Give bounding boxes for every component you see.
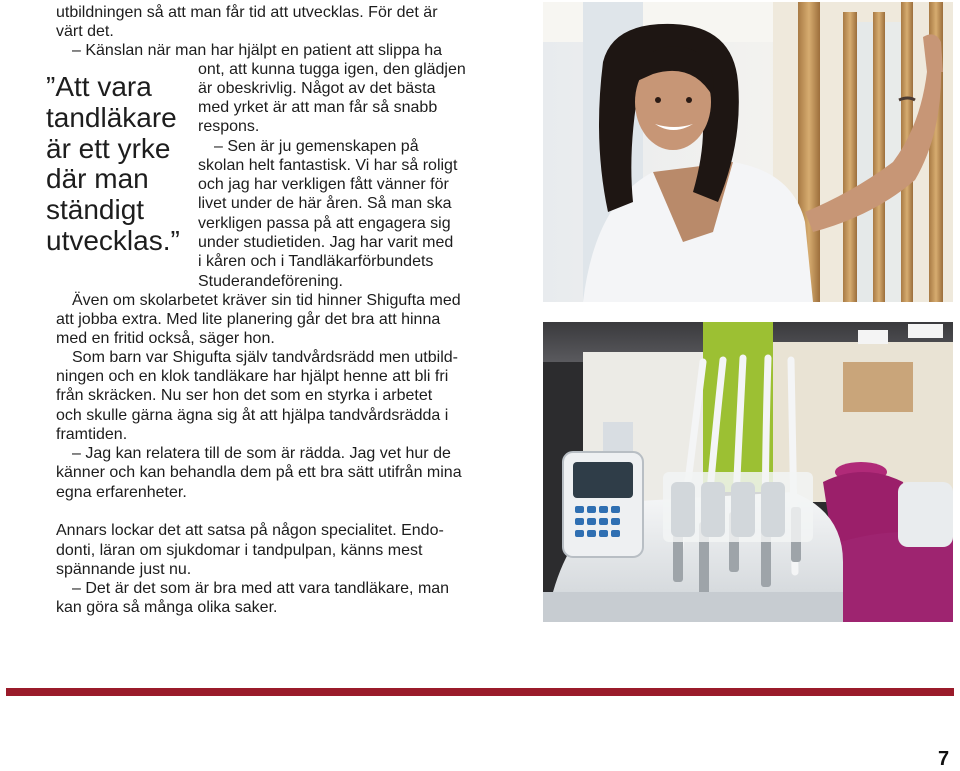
pull-quote	[46, 72, 186, 257]
body-line: ont, att kunna tugga igen, den glädjen	[198, 61, 466, 78]
body-line: – Jag kan relatera till de som är rädda. Jag vet hur de	[72, 445, 451, 462]
body-line: verkligen passa på att engagera sig	[198, 215, 451, 232]
body-line: från skräcken. Nu ser hon det som en styrka i arbetet	[56, 387, 433, 404]
body-line: egna erfarenheter.	[56, 484, 187, 501]
body-line: – Känslan när man har hjälpt en patient att slippa ha	[72, 42, 443, 59]
body-line: Studerandeförening.	[198, 273, 343, 290]
body-line: och skulle gärna ägna sig åt att hjälpa tandvårdsrädda i	[56, 407, 449, 424]
body-line: med en fritid också, säger hon.	[56, 330, 275, 347]
body-line: – Det är det som är bra med att vara tandläkare, man	[72, 580, 450, 597]
pull-quote-line: utvecklas.”	[46, 224, 180, 256]
body-line: ningen och en klok tandläkare har hjälpt henne att bli fri	[56, 368, 449, 385]
pull-quote-line: tandläkare	[46, 101, 177, 133]
body-line: känner och kan behandla dem på ett bra sätt utifrån mina	[56, 464, 462, 481]
body-line: kan göra så många olika saker.	[56, 599, 278, 616]
body-line: och jag har verkligen fått vänner för	[198, 176, 449, 193]
body-line: – Sen är ju gemenskapen på	[214, 138, 419, 155]
body-line: under studietiden. Jag har varit med	[198, 234, 454, 251]
body-line: med yrket är att man får så snabb	[198, 99, 438, 116]
body-line: framtiden.	[56, 426, 128, 443]
body-line: Som barn var Shigufta själv tandvårdsrädd men utbild-	[72, 349, 458, 366]
body-line: Även om skolarbetet kräver sin tid hinner Shigufta med	[72, 292, 461, 309]
body-line: utbildningen så att man får tid att utvecklas. För det är	[56, 4, 438, 21]
pull-quote-line: är ett yrke	[46, 132, 171, 164]
body-line: Annars lockar det att satsa på någon specialitet. Endo-	[56, 522, 444, 539]
body-line: i kåren och i Tandläkarförbundets	[198, 253, 434, 270]
body-line: att jobba extra. Med lite planering går det bra att hinna	[56, 311, 441, 328]
pull-quote-line: ”Att vara	[46, 71, 152, 102]
body-line: respons.	[198, 118, 260, 135]
body-line: värt det.	[56, 23, 114, 40]
dental-unit-photo	[543, 322, 953, 622]
body-line: donti, läran om sjukdomar i tandpulpan, känns mest	[56, 542, 423, 559]
body-line: är obeskrivlig. Något av det bästa	[198, 80, 436, 97]
pull-quote-line: där man	[46, 163, 149, 195]
body-line: spännande just nu.	[56, 561, 192, 578]
student-portrait-photo	[543, 2, 953, 302]
footer-rule	[6, 688, 954, 696]
pull-quote-line: ständigt	[46, 194, 145, 226]
page-number: 7	[938, 748, 950, 770]
body-line: livet under de här åren. Så man ska	[198, 195, 452, 212]
body-line: skolan helt fantastisk. Vi har så roligt	[198, 157, 458, 174]
